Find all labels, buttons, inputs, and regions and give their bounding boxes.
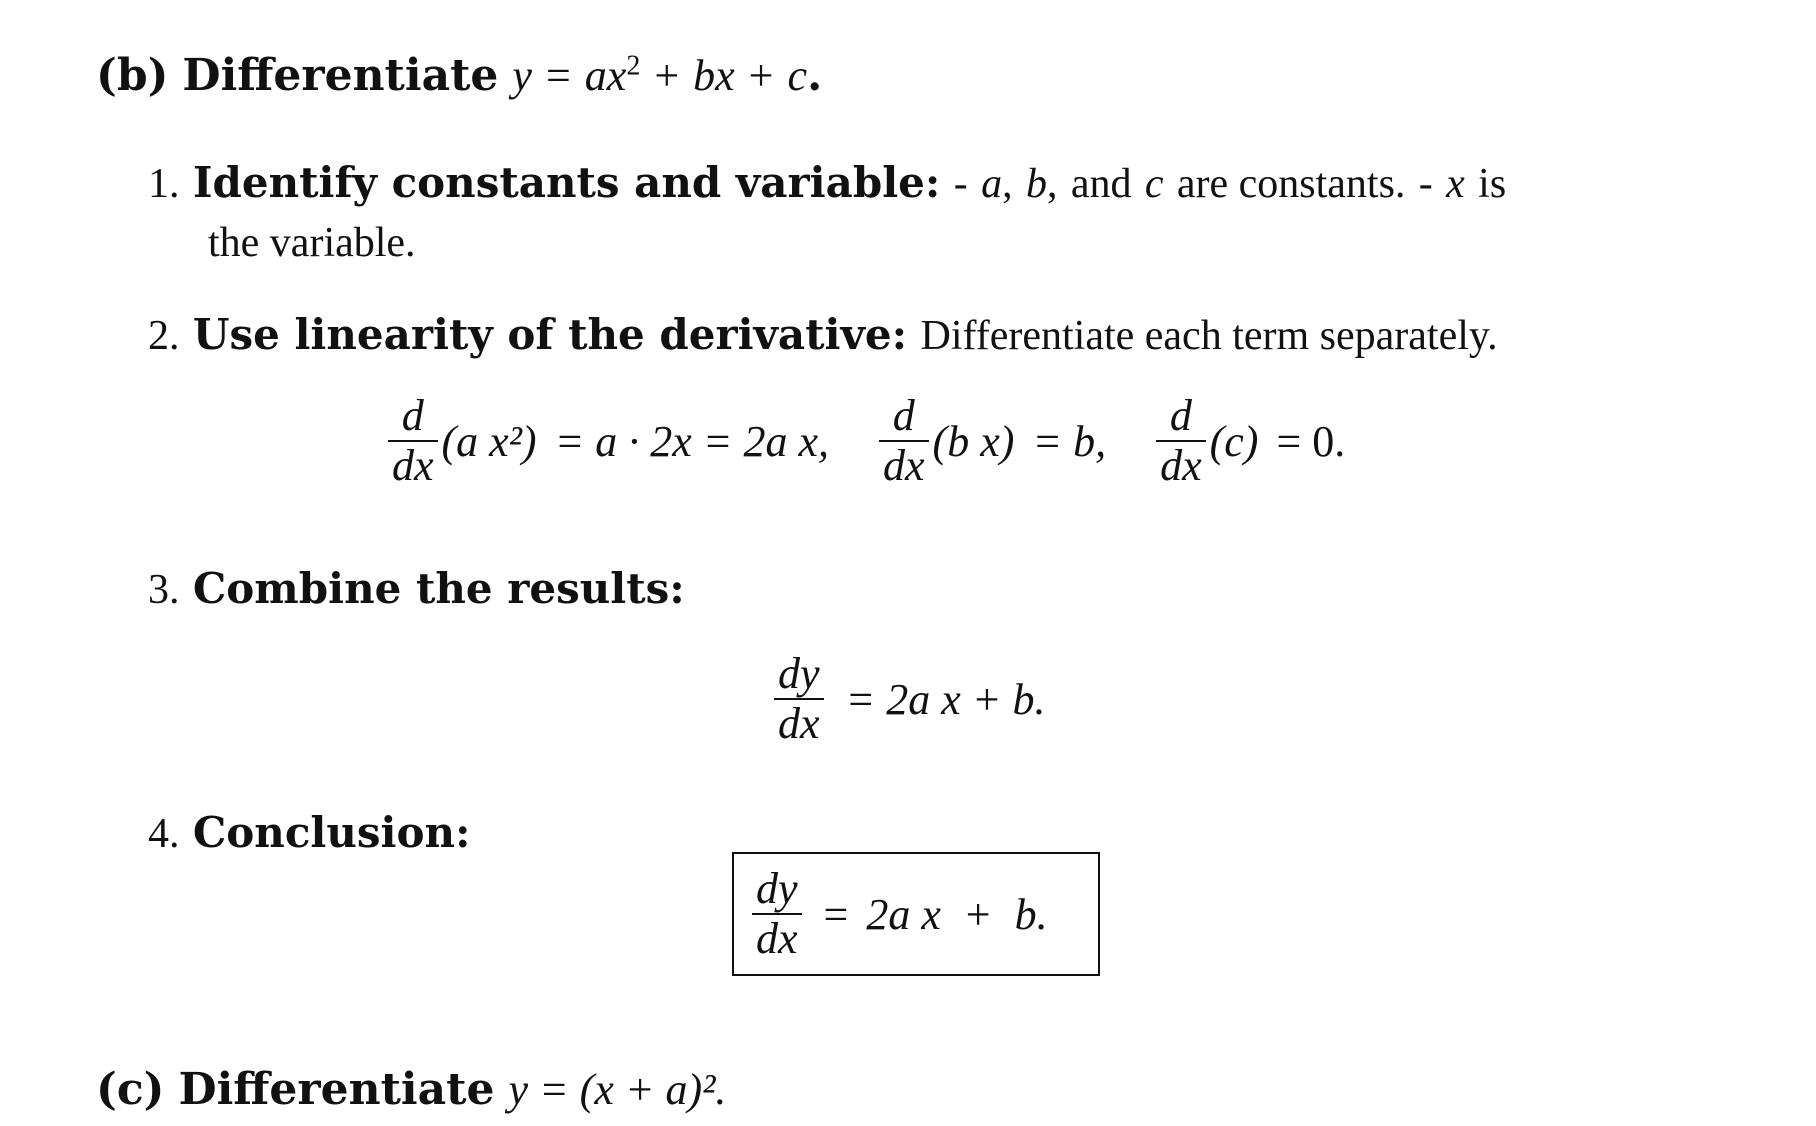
- part-b-c: c: [787, 51, 808, 100]
- step-1-dash: -: [953, 161, 968, 207]
- part-c-expression: y = (x + a)².: [508, 1065, 727, 1114]
- part-c-word: Differentiate: [178, 1064, 495, 1115]
- step-2-text: Differentiate each term separately.: [920, 313, 1498, 359]
- combined-rhs: = 2a x + b.: [845, 674, 1046, 724]
- step-1-comma2: ,: [1046, 161, 1058, 207]
- boxed-rhs: 2a x + b.: [866, 889, 1048, 939]
- step-1-dash2: -: [1418, 161, 1433, 207]
- frac-denominator: dx: [392, 441, 434, 490]
- frac-numerator: d: [892, 391, 915, 440]
- boxed-equals: =: [823, 889, 849, 939]
- step-1-and: and: [1070, 161, 1132, 207]
- frac-numerator: d: [1169, 391, 1192, 440]
- part-b-label: (b): [96, 50, 169, 101]
- fraction-d-dx-3: [1156, 392, 1206, 490]
- fraction-dy-dx-boxed: [752, 865, 802, 963]
- part-b-b: b: [693, 51, 716, 100]
- step-2: [148, 306, 1498, 365]
- step-1-line-2: the variable.: [208, 220, 416, 266]
- part-b-x2: x: [715, 51, 735, 100]
- part-b-period: .: [807, 50, 823, 101]
- frac-numerator: dy: [778, 649, 820, 698]
- frac-denominator: dx: [1160, 441, 1202, 490]
- part-b-sq: 2: [626, 50, 641, 82]
- step-1-c: c: [1144, 161, 1164, 207]
- step-3-title: Combine the results:: [192, 564, 685, 613]
- step-2-number: 2.: [148, 313, 180, 359]
- step-1-are-constants: are constants.: [1176, 161, 1406, 207]
- frac-numerator: dy: [756, 864, 798, 913]
- step-1-is: is: [1478, 161, 1507, 207]
- part-b-a: a: [584, 51, 607, 100]
- term-3-argument: (c): [1209, 416, 1259, 466]
- step-4: [148, 804, 471, 863]
- part-b-plus2: +: [748, 51, 774, 100]
- step-1-a: a: [981, 161, 1003, 207]
- frac-denominator: dx: [778, 699, 820, 748]
- step-3: [148, 560, 685, 619]
- part-b-x: x: [606, 51, 627, 100]
- step-3-number: 3.: [148, 567, 180, 613]
- step-4-number: 4.: [148, 811, 180, 857]
- frac-denominator: dx: [756, 914, 798, 963]
- linearity-equations: [384, 392, 1345, 490]
- frac-denominator: dx: [883, 441, 925, 490]
- part-c-label: (c): [96, 1064, 165, 1115]
- step-1: [148, 154, 1506, 213]
- fraction-d-dx-2: [879, 392, 929, 490]
- step-1-b: b: [1025, 161, 1047, 207]
- step-1-number: 1.: [148, 161, 180, 207]
- part-c-heading: [96, 1064, 726, 1115]
- step-1-x: x: [1446, 161, 1465, 207]
- frac-numerator: d: [401, 391, 424, 440]
- fraction-dy-dx: [774, 650, 824, 748]
- step-4-title: Conclusion:: [192, 808, 471, 857]
- term-1-result: = a · 2x = 2a x,: [554, 416, 830, 466]
- step-1-title: Identify constants and variable:: [192, 158, 941, 207]
- term-3-result: = 0.: [1276, 416, 1346, 466]
- term-2-result: = b,: [1032, 416, 1107, 466]
- combined-result-equation: [770, 650, 1045, 748]
- part-b-heading: [96, 50, 822, 101]
- term-2-argument: (b x): [932, 416, 1015, 466]
- step-1-comma: ,: [1002, 161, 1013, 207]
- step-2-title: Use linearity of the derivative:: [192, 310, 908, 359]
- boxed-conclusion: [732, 852, 1100, 976]
- term-1-argument: (a x²): [441, 416, 537, 466]
- fraction-d-dx-1: [388, 392, 438, 490]
- part-b-y: y: [512, 51, 532, 100]
- part-b-plus1: +: [654, 51, 680, 100]
- part-b-word: Differentiate: [182, 50, 499, 101]
- part-b-eq: =: [545, 51, 571, 100]
